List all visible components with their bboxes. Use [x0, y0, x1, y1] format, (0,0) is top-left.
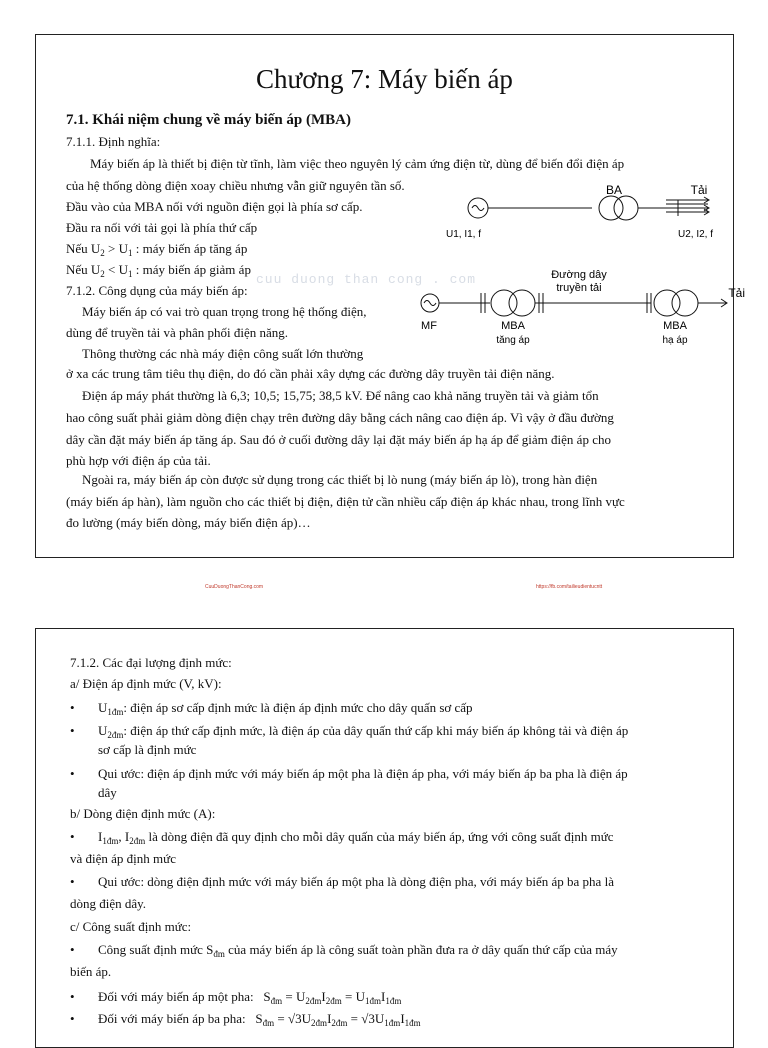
voltage-line-2: hao công suất phải giảm dòng điện chạy trên đường dây bằng cách nâng cao điện áp. Vì vậy ở đầu đường — [66, 410, 614, 425]
condition-step-down: Nếu $U_2 < U_1$ : máy biến áp giảm áp — [66, 262, 251, 279]
voltage-line-4: phù hợp với điện áp của tải. — [66, 453, 211, 468]
generator-label: MF — [421, 320, 437, 332]
usage-line-4: ở xa các trung tâm tiêu thụ điện, do đó cần phải xây dựng các đường dây truyền tải điện năng. — [66, 366, 555, 381]
single-phase-power: Đối với máy biến áp một pha: $S_{đm} = U_{2đm}I_{2đm} = U_{1đm}I_{1đm}$ — [98, 989, 402, 1006]
step-down-mba-label: MBA — [663, 320, 687, 332]
load-label-2: Tải — [728, 286, 745, 300]
slide-1 — [35, 34, 745, 558]
bullet: • — [70, 874, 75, 889]
three-phase-power: Đối với máy biến áp ba pha: $S_{đm} = √3U_{2đm}I_{2đm} = √3U_{1đm}I_{1đm}$ — [98, 1011, 421, 1028]
rated-power-item-1: Công suất định mức $S_{đm}$ của máy biến áp là công suất toàn phần đưa ra ở dây quấn thứ cấp của máy — [98, 942, 618, 959]
footer-left-link[interactable]: CuuDuongThanCong.com — [205, 584, 264, 590]
condition-step-up: Nếu $U_2 > U_1$ : máy biến áp tăng áp — [66, 241, 248, 258]
transformer-coil-icon — [509, 290, 535, 316]
transformer-diagram — [416, 181, 716, 243]
secondary-label: U2, I2, f — [678, 229, 714, 240]
definition-line-2: của hệ thống dòng điện xoay chiều nhưng vẫn giữ nguyên tần số. — [66, 178, 405, 193]
step-up-mba-label: MBA — [501, 320, 525, 332]
watermark: cuu duong than cong . com — [256, 272, 477, 287]
ba-label: BA — [606, 183, 623, 197]
bullet: • — [70, 829, 75, 844]
step-up-sub-label: tăng áp — [496, 335, 530, 346]
step-down-sub-label: hạ áp — [662, 335, 688, 346]
transformer-coil-icon — [599, 196, 623, 220]
bullet: • — [70, 989, 75, 1004]
voltage-line-1: Điện áp máy phát thường là 6,3; 10,5; 15,75; 38,5 kV. Để nâng cao khả năng truyền tải và giảm tổn — [82, 388, 599, 403]
slide-2 — [35, 628, 734, 1048]
rated-voltage-convention-cont: dây — [98, 785, 117, 800]
rated-current-item-1: $I_{1đm}$, $I_{2đm}$ là dòng điện đã quy định cho mỗi dây quấn của máy biến áp, ứng với công suất định mức — [98, 829, 614, 846]
load-label: Tải — [690, 183, 708, 197]
subsection-ratings: 7.1.2. Các đại lượng định mức: — [70, 655, 232, 670]
other-use-line-1: Ngoài ra, máy biến áp còn được sử dụng trong các thiết bị lò nung (máy biến áp lò), trong hàn điện — [82, 472, 598, 487]
transformer-coil-icon — [672, 290, 698, 316]
subsection-usage: 7.1.2. Công dụng của máy biến áp: — [66, 283, 248, 298]
bullet: • — [70, 942, 75, 957]
transmission-line-label: Đường dây — [551, 269, 607, 281]
footer-right-link[interactable]: https://fb.com/tailieudientucntt — [536, 584, 603, 590]
output-side-text: Đầu ra nối với tải gọi là phía thứ cấp — [66, 220, 258, 235]
subsection-definition: 7.1.1. Định nghĩa: — [66, 134, 161, 149]
rated-power-heading: c/ Công suất định mức: — [70, 919, 192, 934]
rated-voltage-convention: Qui ước: điện áp định mức với máy biến áp một pha là điện áp pha, với máy biến áp ba pha là điện áp — [98, 766, 628, 781]
voltage-line-3: dây cần đặt máy biến áp tăng áp. Sau đó ở cuối đường dây lại đặt máy biến áp hạ áp để giảm điện áp cho — [66, 432, 611, 447]
rated-voltage-item-1: $U_{1đm}$: điện áp sơ cấp định mức là điện áp định mức cho dây quấn sơ cấp — [98, 700, 473, 717]
usage-line-2: dùng để truyền tải và phân phối điện năng. — [66, 325, 289, 340]
page-title: Chương 7: Máy biến áp — [256, 64, 513, 94]
transmission-line-label-2: truyền tải — [556, 282, 602, 294]
usage-line-1: Máy biến áp có vai trò quan trọng trong hệ thống điện, — [82, 304, 367, 319]
rated-voltage-item-2-cont: sơ cấp là định mức — [98, 742, 197, 757]
rated-current-item-1-cont: và điện áp định mức — [70, 851, 176, 866]
bullet: • — [70, 1011, 75, 1026]
transmission-diagram — [411, 263, 745, 363]
rated-current-convention: Qui ước: dòng điện định mức với máy biến áp một pha là dòng điện pha, với máy biến áp ba pha là — [98, 874, 614, 889]
other-use-line-3: đo lường (máy biến dòng, máy biến điện áp)… — [66, 515, 311, 530]
section-heading: 7.1. Khái niệm chung về máy biến áp (MBA) — [66, 112, 352, 128]
bullet: • — [70, 766, 75, 781]
usage-line-3: Thông thường các nhà máy điện công suất lớn thường — [82, 346, 364, 361]
rated-current-heading: b/ Dòng điện định mức (A): — [70, 806, 216, 821]
input-side-text: Đầu vào của MBA nối với nguồn điện gọi là phía sơ cấp. — [66, 199, 363, 214]
transformer-coil-icon — [614, 196, 638, 220]
rated-current-convention-cont: dòng điện dây. — [70, 896, 147, 911]
definition-line-1: Máy biến áp là thiết bị điện từ tĩnh, làm việc theo nguyên lý cảm ứng điện từ, dùng để biến đổi điện áp — [90, 156, 625, 171]
rated-voltage-item-2: $U_{2đm}$: điện áp thứ cấp định mức, là điện áp của dây quấn thứ cấp khi máy biến áp không tải và điện áp — [98, 723, 629, 740]
rated-voltage-heading: a/ Điện áp định mức (V, kV): — [70, 676, 222, 691]
rated-power-item-1-cont: biến áp. — [70, 964, 112, 979]
bullet: • — [70, 700, 75, 715]
primary-label: U1, I1, f — [446, 229, 482, 240]
bullet: • — [70, 723, 75, 738]
other-use-line-2: (máy biến áp hàn), làm nguồn cho các thiết bị điện, điện tử cần nhiều cấp điện áp khác nhau, trong lĩnh vực — [66, 494, 625, 509]
